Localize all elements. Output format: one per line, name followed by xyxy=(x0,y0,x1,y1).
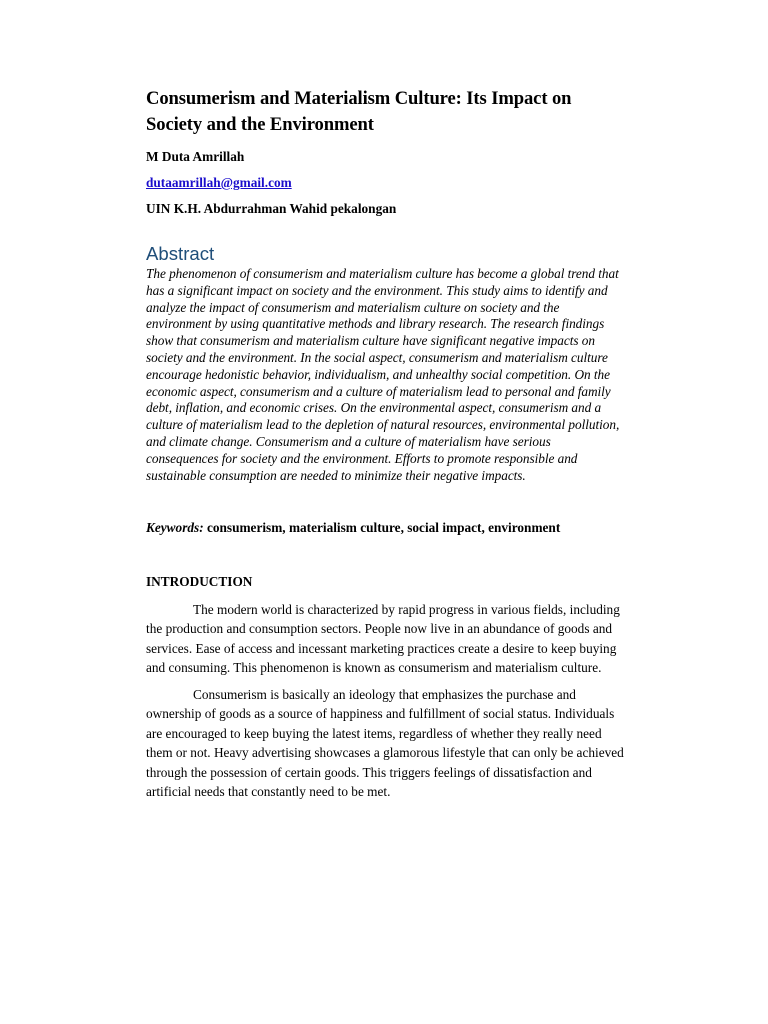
author-affiliation: UIN K.H. Abdurrahman Wahid pekalongan xyxy=(146,201,397,216)
introduction-heading: INTRODUCTION xyxy=(146,573,253,589)
keywords-label: Keywords: xyxy=(146,520,204,536)
introduction-paragraph-1: The modern world is characterized by rapid progress in various fields, including the production and consumption sectors. People now live in an abundance of goods and services. Ease of access and incessant marketing practices create a desire to keep buying and consuming. This phenomenon is known as consumerism and materialism culture. xyxy=(146,601,620,676)
author-email-link[interactable]: dutaamrillah@gmail.com xyxy=(146,175,292,190)
paper-content xyxy=(146,86,624,802)
paper-title: Consumerism and Materialism Culture: Its Impact on Society and the Environment xyxy=(146,88,572,135)
keywords-line xyxy=(146,519,624,537)
abstract-text: The phenomenon of consumerism and materialism culture has become a global trend that has a significant impact on society and the environment. This study aims to identify and analyze the impact of consumerism and materialism culture on society and the environment by using quantitative methods and library research. The research findings show that consumerism and materialism culture have significant negative impacts on society and the environment. In the social aspect, consumerism and materialism culture encourage hedonistic behavior, individualism, and unhealthy social competition. On the economic aspect, consumerism and a culture of materialism lead to personal and family debt, inflation, and economic crises. On the environmental aspect, consumerism and a culture of materialism lead to the depletion of natural resources, environmental pollution, and climate change. Consumerism and a culture of materialism have serious consequences for society and the environment. Efforts to promote responsible and sustainable consumption are needed to minimize their negative impacts. xyxy=(146,266,620,483)
abstract-heading: Abstract xyxy=(146,243,215,264)
author-name: M Duta Amrillah xyxy=(146,149,245,164)
introduction-paragraph-2: Consumerism is basically an ideology that emphasizes the purchase and ownership of goods as a source of happiness and fulfillment of social status. Individuals are encouraged to keep buying the latest items, regardless of whether they really need them or not. Heavy advertising showcases a glamorous lifestyle that can only be achieved through the possession of certain goods. This triggers feelings of dissatisfaction and artificial needs that constantly need to be met. xyxy=(146,686,624,800)
keywords-text: consumerism, materialism culture, social impact, environment xyxy=(206,520,561,536)
